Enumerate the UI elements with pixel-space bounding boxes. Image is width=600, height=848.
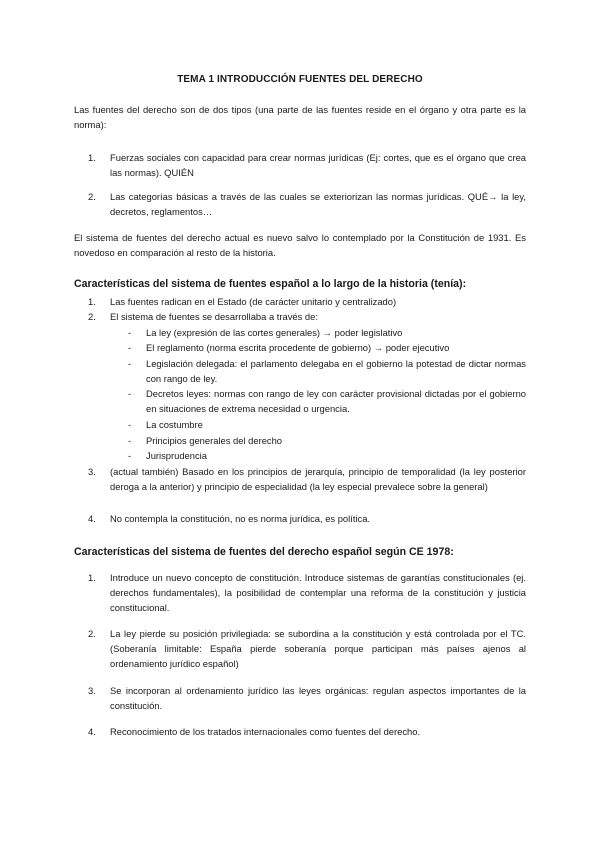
list-number: 4.: [88, 726, 96, 737]
list-number: 1.: [88, 572, 96, 583]
subitem-text: Legislación delegada: el parlamento delegaba en el gobierno la potestad de dictar normas con rango de ley.: [146, 358, 526, 384]
subitem-text: La ley (expresión de las cortes generales) → poder legislativo: [146, 327, 403, 338]
historical-subitem: [128, 448, 526, 463]
dash-bullet: -: [128, 388, 132, 399]
dash-bullet: -: [128, 419, 132, 430]
subitem-text: Jurisprudencia: [146, 450, 207, 461]
dash-bullet: -: [128, 450, 132, 461]
list-text: Introduce un nuevo concepto de constitución. Introduce sistemas de garantías constitucionales (ej. derechos fundamentales), la posibilidad de contemplar una reforma de la constitución y justicia constitucional.: [110, 572, 526, 613]
list-text: La ley pierde su posición privilegiada: se subordina a la constitución y está controlada por el TC. (Soberanía limitable: España pierde soberanía porque participan más países ajenos al ordenamiento jurídico español): [110, 628, 526, 669]
subitem-text: Decretos leyes: normas con rango de ley con carácter provisional dictadas por el gobierno en situaciones de extrema necesidad o urgencia.: [146, 388, 526, 414]
historical-subitem: [128, 340, 526, 355]
historical-subitem: [128, 386, 526, 416]
ce-item-3: [74, 683, 526, 713]
historical-item-2: [74, 309, 526, 324]
current-system-paragraph: El sistema de fuentes del derecho actual es nuevo salvo lo contemplado por la Constitución de 1931. Es novedoso en comparación al resto de la historia.: [74, 232, 526, 258]
list-text: Reconocimiento de los tratados internacionales como fuentes del derecho.: [110, 726, 421, 737]
historical-item-1: [74, 294, 526, 309]
list-text: (actual también) Basado en los principios de jerarquía, principio de temporalidad (la ley posterior deroga a la anterior) y principio de especialidad (la ley especial prevalece sobre la general): [110, 466, 526, 492]
dash-bullet: -: [128, 435, 132, 446]
subitem-text: La costumbre: [146, 419, 203, 430]
subitem-text: Principios generales del derecho: [146, 435, 283, 446]
historical-item-4: [74, 511, 526, 526]
page-title: TEMA 1 INTRODUCCIÓN FUENTES DEL DERECHO: [177, 74, 423, 85]
list-number: 1.: [88, 296, 96, 307]
list-text: Las fuentes radican en el Estado (de carácter unitario y centralizado): [110, 296, 397, 307]
historical-item-3: [74, 464, 526, 494]
ce-item-2: [74, 626, 526, 671]
subitem-text: El reglamento (norma escrita procedente de gobierno) → poder ejecutivo: [146, 342, 450, 353]
list-number: 2.: [88, 628, 96, 639]
intro-paragraph: Las fuentes del derecho son de dos tipos (una parte de las fuentes reside en el órgano y otra parte es la norma):: [74, 104, 526, 130]
list-text: Se incorporan al ordenamiento jurídico las leyes orgánicas: regulan aspectos importantes de la constitución.: [110, 685, 526, 711]
list-number: 2.: [88, 191, 96, 202]
ce-item-1: [74, 570, 526, 615]
list-number: 3.: [88, 685, 96, 696]
list-text: Las categorías básicas a través de las cuales se exteriorizan las normas jurídicas. QUÉ→ la ley, decretos, reglamentos…: [110, 191, 526, 217]
list-number: 1.: [88, 152, 96, 163]
historical-subitem: [128, 325, 526, 340]
source-item-2: [74, 189, 526, 219]
dash-bullet: -: [128, 327, 132, 338]
source-item-1: [74, 150, 526, 180]
historical-subitem: [128, 356, 526, 386]
list-text: Fuerzas sociales con capacidad para crear normas jurídicas (Ej: cortes, que es el órgano que crea las normas). QUIÉN: [110, 152, 526, 178]
historical-subitem: [128, 433, 526, 448]
ce-item-4: [74, 724, 526, 739]
historical-heading: Características del sistema de fuentes español a lo largo de la historia (tenía):: [74, 278, 467, 290]
dash-bullet: -: [128, 342, 132, 353]
list-text: El sistema de fuentes se desarrollaba a través de:: [110, 311, 318, 322]
list-number: 2.: [88, 311, 96, 322]
ce-heading: Características del sistema de fuentes del derecho español según CE 1978:: [74, 546, 454, 558]
dash-bullet: -: [128, 358, 132, 369]
historical-subitem: [128, 417, 526, 432]
list-number: 4.: [88, 513, 96, 524]
list-number: 3.: [88, 466, 96, 477]
list-text: No contempla la constitución, no es norma jurídica, es política.: [110, 513, 371, 524]
